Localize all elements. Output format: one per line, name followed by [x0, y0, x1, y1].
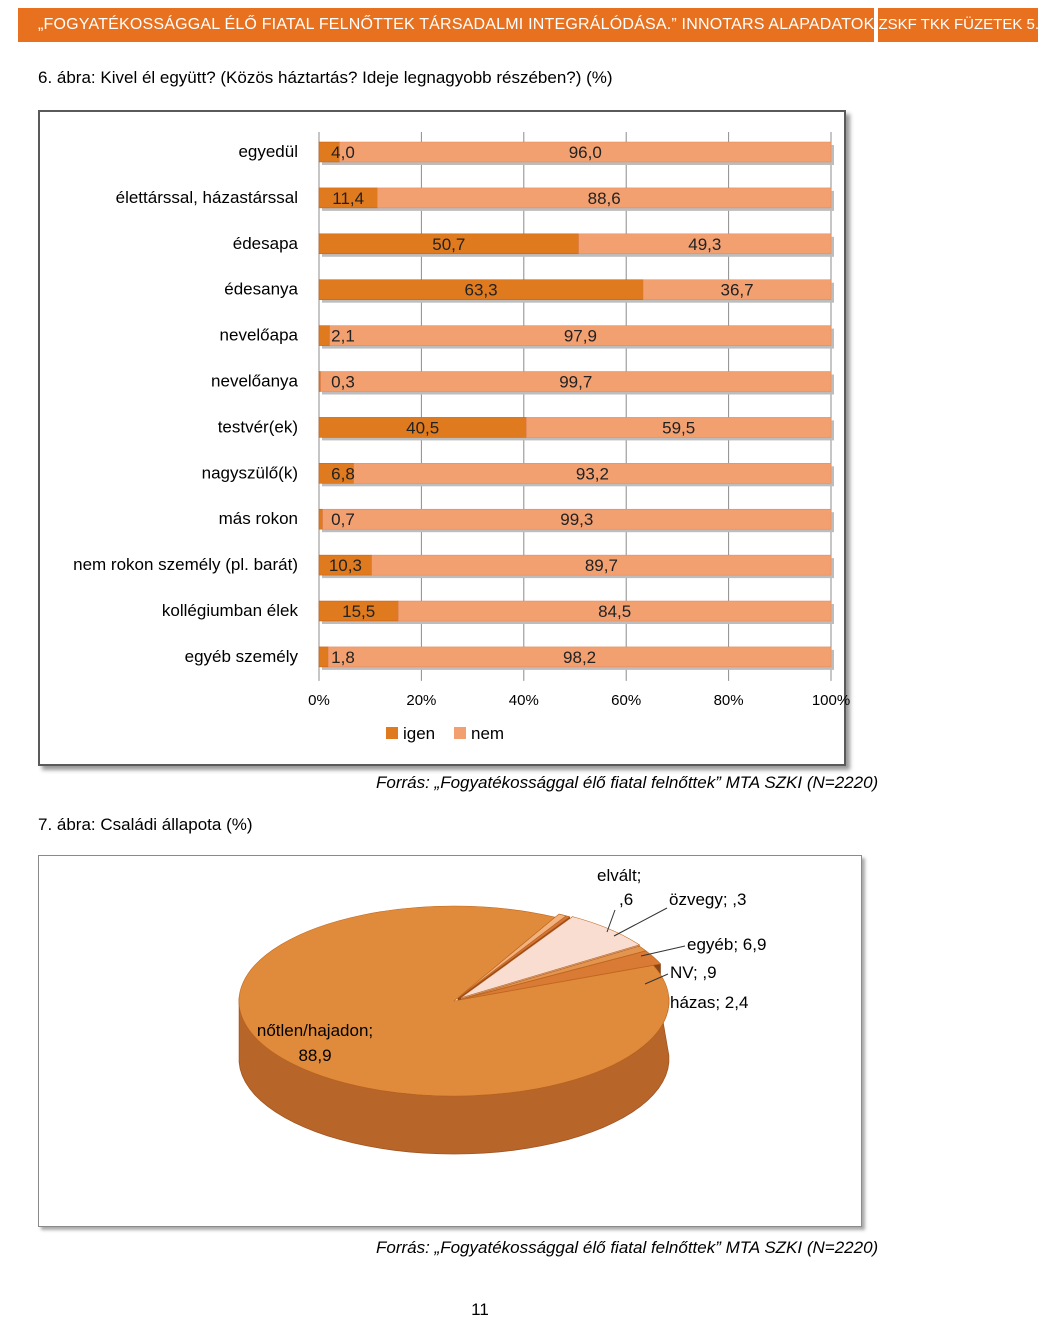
pie-label-notlen-name: nőtlen/hajadon; [256, 1021, 374, 1040]
legend-swatch-nem [454, 727, 466, 739]
figure6-bar-chart [40, 112, 851, 764]
pie-label-elvalt-name: elvált; [597, 866, 642, 885]
data-label-nem: 99,3 [560, 510, 594, 530]
x-tick-label: 60% [611, 692, 642, 709]
pie-label-ozvegy: özvegy; ,3 [669, 890, 747, 909]
header-series: ZSKF TKK FÜZETEK 5. [878, 8, 1038, 42]
data-label-igen: 10,3 [328, 556, 362, 576]
figure7-chart-frame [38, 855, 862, 1227]
data-label-igen: 40,5 [406, 418, 440, 438]
data-label-igen: 0,3 [331, 372, 355, 392]
page-header [18, 8, 1039, 42]
bar-igen [319, 326, 330, 346]
data-label-igen: 1,8 [331, 647, 355, 667]
x-tick-label: 20% [406, 692, 437, 709]
header-title: „FOGYATÉKOSSÁGGAL ÉLŐ FIATAL FELNŐTTEK TÁRSADALMI INTEGRÁLÓDÁSA.” INNOTARS ALAPADATOK [18, 8, 874, 42]
category-label: egyéb személy [184, 646, 298, 666]
data-label-igen: 6,8 [331, 464, 355, 484]
leader-ozvegy [614, 908, 667, 936]
category-label: egyedül [238, 142, 298, 161]
bar-igen [319, 647, 328, 667]
legend-label-igen: igen [403, 724, 436, 743]
figure6-source: Forrás: „Fogyatékossággal élő fiatal felnőttek” MTA SZKI (N=2220) [376, 773, 879, 792]
pie-label-elvalt-value: ,6 [619, 890, 634, 909]
category-label: édesapa [232, 233, 298, 253]
data-label-nem: 99,7 [559, 372, 593, 392]
category-label: más rokon [218, 509, 298, 529]
figure6-chart-frame [38, 110, 851, 766]
pie-label-nv: NV; ,9 [670, 963, 717, 982]
category-label: nem rokon személy (pl. barát) [73, 555, 298, 575]
figure7-pie-chart [39, 856, 861, 1226]
x-tick-label: 40% [508, 692, 539, 709]
legend-label-nem: nem [471, 724, 505, 743]
x-tick-label: 0% [308, 692, 330, 709]
data-label-igen: 50,7 [432, 234, 466, 254]
data-label-nem: 36,7 [720, 280, 754, 300]
data-label-igen: 2,1 [331, 326, 355, 346]
data-label-nem: 89,7 [584, 556, 618, 576]
data-label-nem: 49,3 [688, 234, 722, 254]
data-label-igen: 4,0 [331, 143, 355, 162]
data-label-nem: 96,0 [568, 143, 602, 162]
x-tick-label: 80% [713, 692, 744, 709]
leader-elvalt [607, 910, 615, 932]
category-label: nevelőapa [219, 325, 298, 345]
data-label-igen: 11,4 [332, 188, 365, 208]
figure7-source: Forrás: „Fogyatékossággal élő fiatal felnőttek” MTA SZKI (N=2220) [376, 1238, 879, 1257]
data-label-igen: 0,7 [331, 510, 355, 530]
legend-swatch-igen [386, 727, 398, 739]
data-label-nem: 93,2 [575, 464, 609, 484]
category-label: édesanya [224, 279, 298, 299]
data-label-nem: 59,5 [662, 418, 696, 438]
figure6-title: 6. ábra: Kivel él együtt? (Közös háztartás? Ideje legnagyobb részében?) (%) [38, 68, 613, 87]
data-label-nem: 88,6 [587, 188, 621, 208]
pie-label-hazas: házas; 2,4 [670, 993, 749, 1012]
data-label-nem: 97,9 [563, 326, 597, 346]
x-tick-label: 100% [811, 692, 851, 709]
bar-igen [319, 509, 323, 529]
category-label: nagyszülő(k) [201, 463, 298, 483]
data-label-igen: 63,3 [464, 280, 498, 300]
data-label-igen: 15,5 [342, 602, 376, 621]
data-label-nem: 98,2 [563, 647, 597, 667]
category-label: testvér(ek) [217, 417, 298, 437]
data-label-nem: 84,5 [598, 602, 632, 621]
figure7-title: 7. ábra: Családi állapota (%) [38, 815, 253, 834]
category-label: élettárssal, házastárssal [115, 187, 298, 207]
leader-egyeb [641, 946, 685, 956]
pie-label-notlen-value: 88,9 [298, 1046, 332, 1065]
category-label: nevelőanya [211, 371, 298, 391]
category-label: kollégiumban élek [161, 601, 298, 620]
pie-label-egyeb: egyéb; 6,9 [687, 935, 767, 954]
page-number: 11 [471, 1300, 489, 1319]
